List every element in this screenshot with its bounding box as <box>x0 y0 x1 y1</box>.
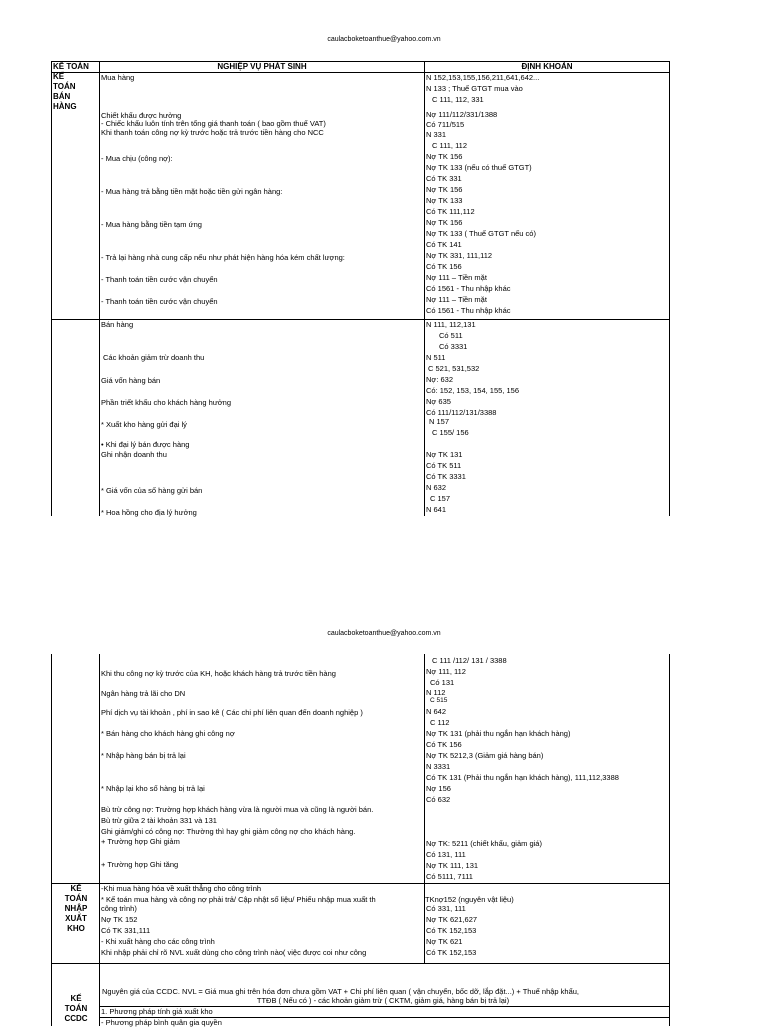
transaction-line: - Trả lại hàng nhà cung cấp nếu như phát hiện hàng hóa kém chất lượng: <box>101 253 345 262</box>
entry-line: Có TK 331 <box>426 174 462 183</box>
entry-line: Có 5111, 7111 <box>426 872 473 881</box>
header-col-transaction: NGHIỆP VỤ PHÁT SINH <box>100 62 425 72</box>
transaction-line: - Thanh toán tiền cước vận chuyển <box>101 275 218 284</box>
entry-line: TKnợ152 (nguyên vật liệu) <box>425 895 514 904</box>
entry-line: Nợ TK 621 <box>426 937 463 946</box>
entry-line: Nợ TK 5212,3 (Giảm giá hàng bán) <box>426 751 544 760</box>
transaction-line: * Giá vốn của số hàng gửi bán <box>101 486 203 495</box>
entry-line: Có 3331 <box>439 342 468 351</box>
section-title-line: CCDC <box>64 1014 88 1023</box>
transaction-line: * Nhập hàng bán bị trả lại <box>101 751 186 760</box>
method-item: 1. Phương pháp tính giá xuất kho <box>101 1007 213 1016</box>
transaction-line: + Trường hợp Ghi tăng <box>101 860 179 869</box>
section-title-line: TOÁN <box>64 894 88 903</box>
transaction-line: * Nhập lại kho số hàng bị trả lại <box>101 784 205 793</box>
table-header-row <box>52 61 669 73</box>
entry-line: Có 1561 - Thu nhập khác <box>426 284 511 293</box>
entry-line: C 112 <box>430 718 450 727</box>
entry-line: N 157 <box>429 417 450 426</box>
page2-email: caulacboketoanthue@yahoo.com.vn <box>327 630 441 637</box>
entry-line: Có TK 156 <box>426 740 462 749</box>
section-title-sales <box>52 73 100 319</box>
page2-table <box>51 654 670 1026</box>
transaction-line: Khi nhập phải chỉ rõ NVL xuất dùng cho công trình nào( việc được coi như công <box>101 948 367 957</box>
entry-line: Nợ TK 133 <box>426 196 463 205</box>
entry-line: Nợ TK 133 ( Thuế GTGT nếu có) <box>426 229 536 238</box>
section-title-line: HÀNG <box>53 102 77 111</box>
transaction-line: Phần triết khấu cho khách hàng hưởng <box>101 398 232 407</box>
entry-line: Có 1561 - Thu nhập khác <box>426 306 511 315</box>
entry-line: N 331 <box>426 130 447 139</box>
entry-line: Có 632 <box>426 795 451 804</box>
entry-line: N 632 <box>426 483 447 492</box>
entry-line: Có 111/112/131/3388 <box>426 408 497 417</box>
section-title-inventory <box>52 884 100 963</box>
entry-line: Nợ TK 156 <box>426 218 463 227</box>
section-title-line: KẾ <box>70 884 82 893</box>
transaction-line: công trình) <box>101 904 137 913</box>
section-tools-accounting <box>52 964 669 1026</box>
entry-line: Có TK 152,153 <box>426 948 477 957</box>
transaction-line: Giá vốn hàng bán <box>101 376 161 385</box>
section-title-tools <box>52 964 100 1026</box>
transaction-line: -Khi mua hàng hóa về xuất thẳng cho công trình <box>101 884 262 893</box>
entry-line: Nợ TK 331, 111,112 <box>426 251 493 260</box>
transaction-line: - Chiếc khấu luôn tính trên tổng giá thanh toán ( bao gồm thuế VAT) <box>101 119 326 128</box>
entry-line: Có 131 <box>430 678 455 687</box>
entries-column <box>425 73 669 319</box>
entry-line: Nợ TK 156 <box>426 185 463 194</box>
transaction-line: Có TK 331,111 <box>101 926 151 935</box>
cost-formula-line: TTĐB ( Nếu có ) - các khoản giảm trừ ( CKTM, giảm giá, hàng bán bị trả lại) <box>256 996 510 1005</box>
entry-line: Có TK 141 <box>426 240 462 249</box>
section-title-line: NHẬP <box>64 904 88 913</box>
section-title-line: BÁN <box>53 92 71 101</box>
cost-formula-line: Nguyên giá của CCDC. NVL = Giá mua ghi trên hóa đơn chưa gồm VAT + Chi phí liên quan ( vận chuyển, bốc dỡ, lắp đặt...) + Thuế nhập khẩu, <box>102 987 580 996</box>
entries-column <box>425 884 669 963</box>
section-receivables <box>52 654 669 883</box>
section-sales-accounting <box>52 73 669 320</box>
entry-line: Có TK 511 <box>426 461 462 470</box>
entry-line: Có TK 156 <box>426 262 462 271</box>
entry-line: N 641 <box>426 505 447 514</box>
entry-line: Nợ: 632 <box>426 375 454 384</box>
transactions-column <box>100 884 425 963</box>
entries-column <box>425 654 669 883</box>
header-col-entry: ĐỊNH KHOẢN <box>521 62 573 71</box>
entry-line: Nợ TK 156 <box>426 152 463 161</box>
entry-line: N 112 <box>426 688 446 697</box>
section-title-line: TOÁN <box>64 1004 88 1013</box>
page1-table <box>51 61 670 516</box>
entry-line: N 642 <box>426 707 447 716</box>
section-selling <box>52 320 669 516</box>
transaction-line: Khi thanh toán công nợ kỳ trước hoặc trả trước tiền hàng cho NCC <box>101 128 324 137</box>
entry-line: C 521, 531,532 <box>428 364 480 373</box>
section-title-empty <box>52 654 100 883</box>
transaction-line: + Trường hợp Ghi giảm <box>101 837 180 846</box>
transaction-line: Bù trừ giữa 2 tài khoản 331 và 131 <box>101 816 217 825</box>
header-col-accounting: KẾ TOÁN <box>52 62 100 72</box>
entry-line: Nợ 111, 112 <box>426 667 466 676</box>
entry-line: Có: 152, 153, 154, 155, 156 <box>426 386 519 395</box>
entry-line: Có TK 111,112 <box>426 207 475 216</box>
transaction-line: Khi thu công nợ kỳ trước của KH, hoặc khách hàng trả trước tiền hàng <box>101 669 336 678</box>
transaction-line: - Mua chịu (công nợ): <box>101 154 173 163</box>
section-title-empty <box>52 320 100 516</box>
entry-line: Nợ 156 <box>426 784 451 793</box>
transaction-line: - Thanh toán tiền cước vận chuyển <box>101 297 218 306</box>
entry-line: Có TK 3331 <box>426 472 466 481</box>
transactions-column <box>100 320 425 516</box>
entry-line: Nợ TK 621,627 <box>426 915 478 924</box>
transaction-line: Ngân hàng trả lãi cho DN <box>101 689 186 698</box>
transaction-line: * Hoa hồng cho địa lý hưởng <box>101 508 197 517</box>
transaction-line: Nợ TK 152 <box>101 915 138 924</box>
transaction-line: Ghi giảm/ghi có công nợ: Thường thì hay ghi giảm công nợ cho khách hàng. <box>101 827 356 836</box>
entry-line: N 152,153,155,156,211,641,642... <box>426 73 540 82</box>
method-item: - Phương pháp bình quân gia quyền <box>101 1018 222 1027</box>
entry-line: N 133 ; Thuế GTGT mua vào <box>426 84 523 93</box>
entries-column <box>425 320 669 516</box>
entry-line: Nợ 111 – Tiền mặt <box>426 295 487 304</box>
transaction-line: - Khi xuất hàng cho các công trình <box>101 937 215 946</box>
entry-line: Có 711/515 <box>426 120 465 129</box>
transactions-column <box>100 654 425 883</box>
transaction-line: - Mua hàng bằng tiền tạm ứng <box>101 220 202 229</box>
section-title-line: KHO <box>67 924 85 933</box>
entry-line: Nợ TK 111, 131 <box>426 861 479 870</box>
page1-email: caulacboketoanthue@yahoo.com.vn <box>327 36 441 43</box>
entry-line: N 111, 112,131 <box>426 320 476 329</box>
transaction-line: - Mua hàng trả bằng tiền mặt hoặc tiền gửi ngân hàng: <box>101 187 283 196</box>
transaction-line: Ghi nhận doanh thu <box>101 450 167 459</box>
entry-line: Có TK 131 (Phải thu ngắn hạn khách hàng), 111,112,3388 <box>426 773 619 782</box>
transaction-line: * Bán hàng cho khách hàng ghi công nợ <box>101 729 235 738</box>
transaction-line: * Xuất kho hàng gửi đại lý <box>101 420 187 429</box>
section-title-line: XUẤT <box>65 914 87 923</box>
transaction-line: Chiết khấu được hưởng <box>101 111 182 120</box>
entry-line: Nợ 111/112/331/1388 <box>426 110 498 119</box>
entry-line: N 511 <box>426 353 446 362</box>
transactions-column <box>100 73 425 319</box>
entry-line: C 111 /112/ 131 / 3388 <box>432 656 507 665</box>
entry-line: C 111, 112, 331 <box>432 95 484 104</box>
transaction-line: • Khi đại lý bán được hàng <box>101 440 190 449</box>
transaction-line: Các khoản giảm trừ doanh thu <box>103 353 205 362</box>
transaction-line: Mua hàng <box>101 73 135 82</box>
section-title-line: TOÁN <box>53 82 76 91</box>
entry-line: C 111, 112 <box>432 141 468 150</box>
entry-line: Có 131, 111 <box>426 850 466 859</box>
section-title-line: KẾ <box>70 994 82 1003</box>
entry-line: Nợ TK 131 (phải thu ngắn hạn khách hàng) <box>426 729 571 738</box>
entry-line: C 515 <box>430 697 448 704</box>
transaction-line: Bù trừ công nợ: Trường hợp khách hàng vừa là người mua và cũng là người bán. <box>101 805 374 814</box>
tools-content <box>100 964 669 1026</box>
section-title-line: KẾ <box>53 72 65 81</box>
entry-line: Nợ TK: 5211 (chiết khấu, giảm giá) <box>426 839 542 848</box>
entry-line: Nợ 635 <box>426 397 451 406</box>
entry-line: Có TK 152,153 <box>426 926 477 935</box>
transaction-line: Bán hàng <box>101 320 134 329</box>
entry-line: Nợ TK 131 <box>426 450 463 459</box>
entry-line: Nợ TK 133 (nếu có thuế GTGT) <box>426 163 532 172</box>
entry-line: C 157 <box>430 494 451 503</box>
entry-line: Có 511 <box>439 331 463 340</box>
entry-line: Nợ 111 – Tiền mặt <box>426 273 487 282</box>
entry-line: Có 331, 111 <box>426 904 466 913</box>
transaction-line: Phí dịch vụ tài khoản , phí in sao kê ( Các chi phí liên quan đến doanh nghiệp ) <box>101 708 363 717</box>
entry-line: N 3331 <box>426 762 451 771</box>
entry-line: C 155/ 156 <box>432 428 469 437</box>
section-inventory-accounting <box>52 883 669 964</box>
transaction-line: * Kế toán mua hàng và công nợ phải trả/ Cập nhật số liệu/ Phiếu nhập mua xuất th <box>101 895 376 904</box>
